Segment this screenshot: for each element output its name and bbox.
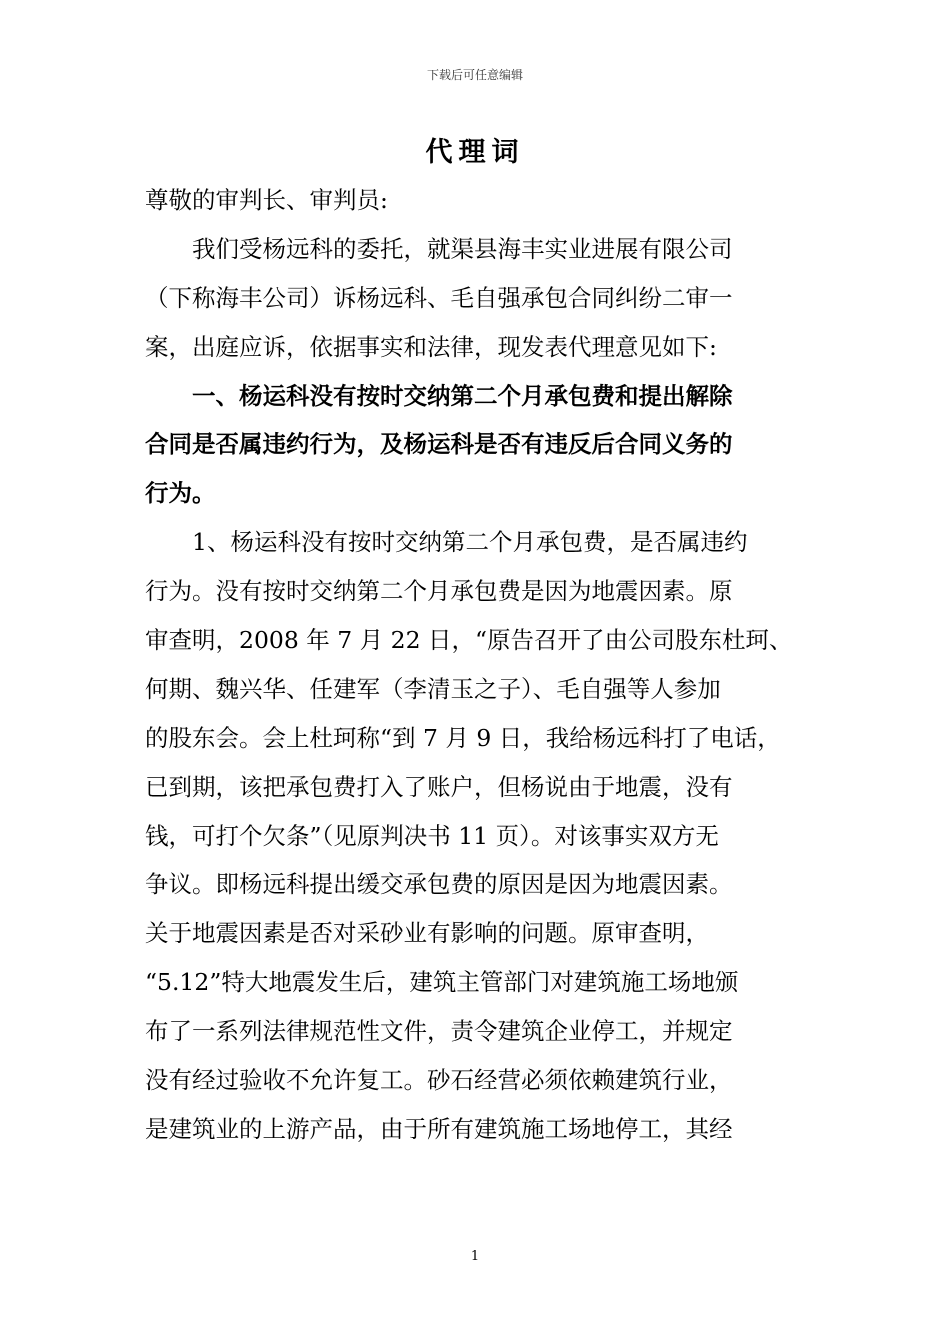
body-line: 我们受杨远科的委托，就渠县海丰实业进展有限公司 — [145, 234, 733, 263]
body-line: 没有经过验收不允许复工。砂石经营必须依赖建筑行业， — [145, 1066, 733, 1095]
body-line: 尊敬的审判长、审判员: — [145, 186, 388, 214]
body-line: 布了一系列法律规范性文件，责令建筑企业停工，并规定 — [145, 1017, 733, 1046]
document-title: 代理词 — [425, 137, 525, 168]
page-header: 下载后可任意编辑 — [426, 68, 523, 82]
document-body — [145, 176, 810, 1154]
body-line: 关于地震因素是否对采砂业有影响的问题。原审查明， — [145, 919, 709, 948]
body-line: 审查明，2008 年 7 月 22 日，“原告召开了由公司股东杜珂、 — [145, 626, 793, 655]
body-line: 是建筑业的上游产品，由于所有建筑施工场地停工，其经 — [145, 1114, 733, 1143]
heading-line: 一、杨运科没有按时交纳第二个月承包费和提出解除 — [145, 381, 733, 410]
body-line: “5.12”特大地震发生后，建筑主管部门对建筑施工场地颁 — [145, 968, 739, 997]
body-line: 已到期，该把承包费打入了账户，但杨说由于地震，没有 — [145, 772, 733, 801]
body-line: （下称海丰公司）诉杨远科、毛自强承包合同纠纷二审一 — [145, 283, 733, 312]
heading-line: 合同是否属违约行为，及杨运科是否有违反后合同义务的 — [145, 430, 733, 459]
body-line: 案，出庭应诉，依据事实和法律，现发表代理意见如下: — [145, 332, 717, 361]
body-line: 何期、魏兴华、任建军（李清玉之子）、毛自强等人参加 — [145, 674, 721, 703]
body-line: 1、杨运科没有按时交纳第二个月承包费，是否属违约 — [145, 528, 748, 557]
body-line: 行为。没有按时交纳第二个月承包费是因为地震因素。原 — [145, 577, 733, 606]
body-line: 争议。即杨远科提出缓交承包费的原因是因为地震因素。 — [145, 870, 733, 899]
body-line: 钱，可打个欠条”（见原判决书 11 页）。对该事实双方无 — [145, 821, 719, 850]
page-number: 1 — [470, 1249, 480, 1264]
body-line: 的股东会。会上杜珂称“到 7 月 9 日，我给杨远科打了电话， — [145, 723, 781, 752]
heading-line: 行为。 — [145, 479, 216, 508]
